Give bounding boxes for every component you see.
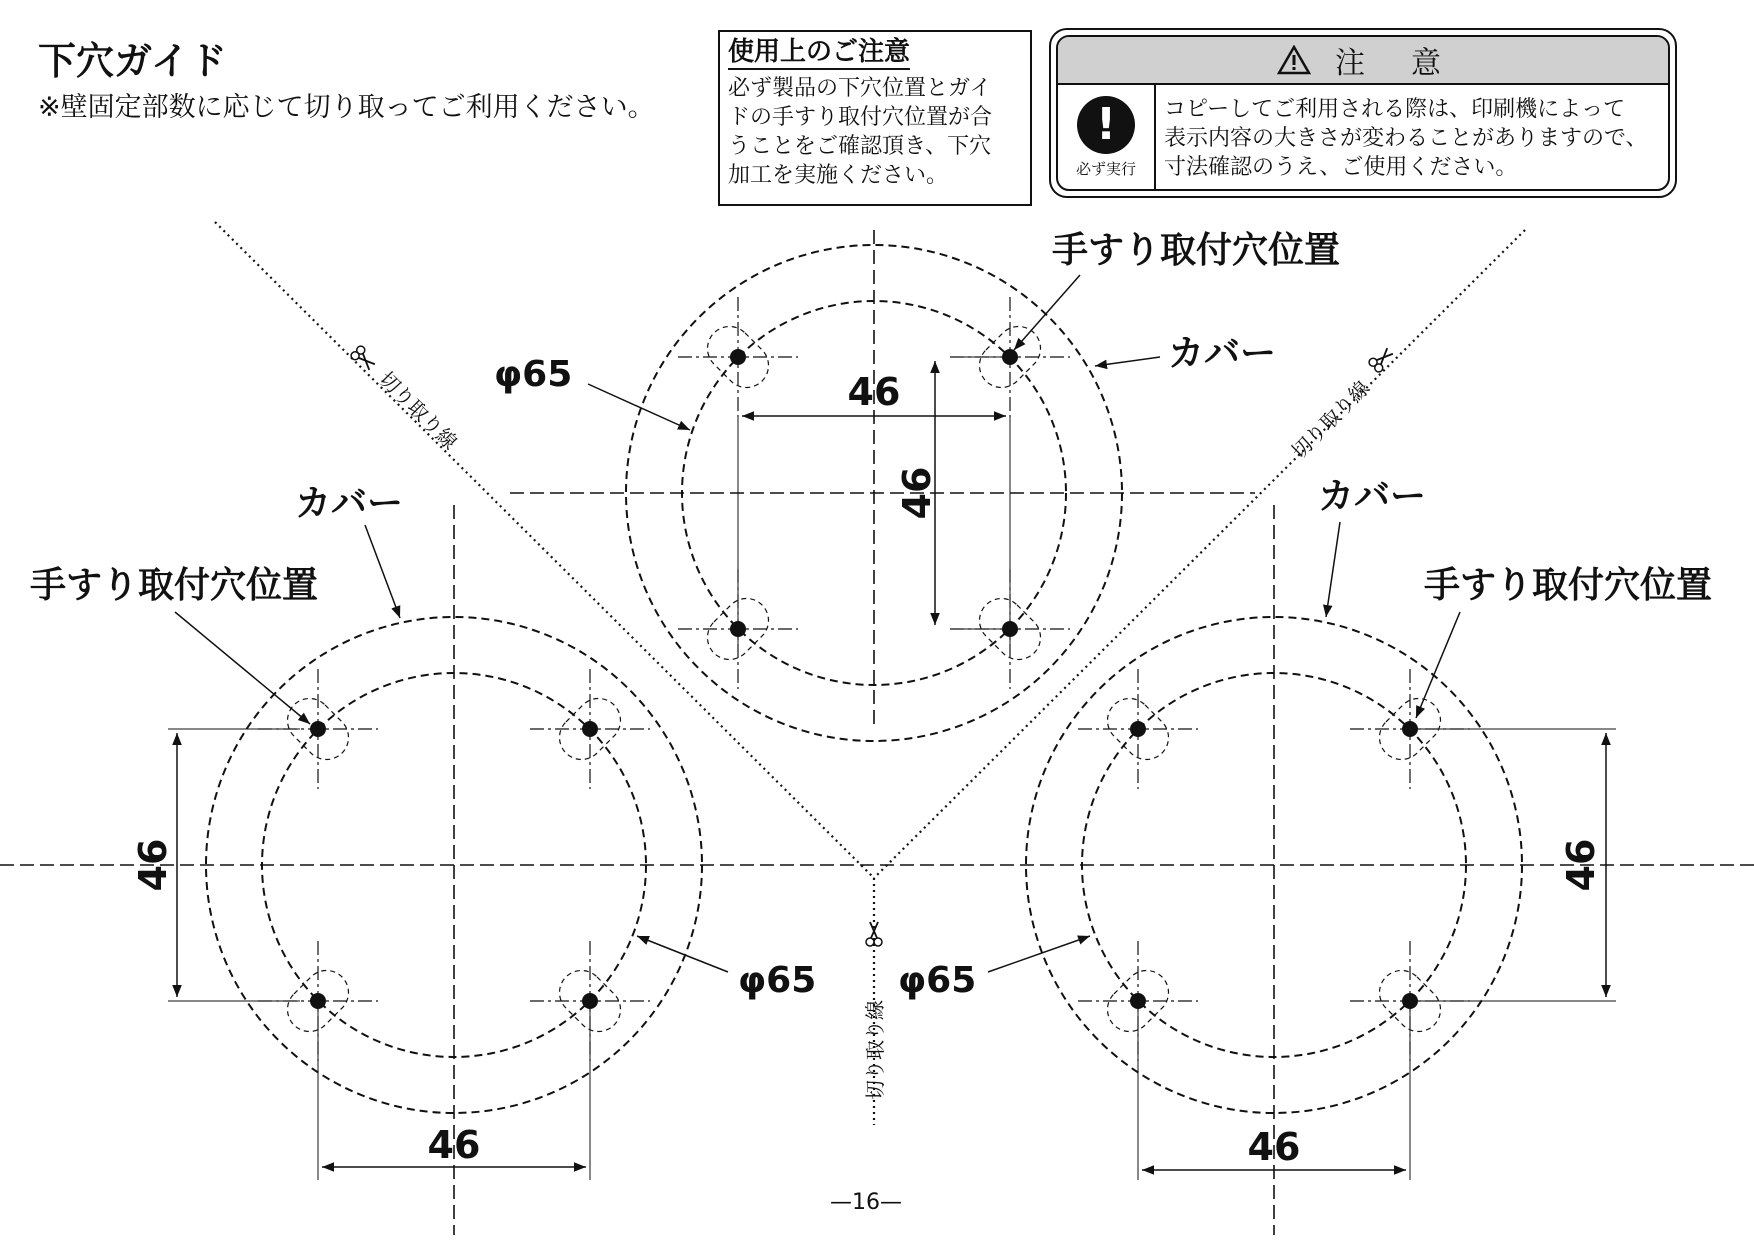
right-cover-label: カバー xyxy=(1318,476,1427,517)
caution-line: コピーしてご利用される際は、印刷機によって xyxy=(1164,97,1626,122)
left-unit-hole-1 xyxy=(310,721,326,737)
right-unit-hole-2 xyxy=(1402,721,1418,737)
left-hole-position-label: 手すり取付穴位置 xyxy=(30,565,319,606)
right-phi65-leader xyxy=(988,936,1090,972)
caution-title: 注 意 xyxy=(1335,46,1449,81)
top-phi65-label: φ65 xyxy=(494,354,573,395)
right-cover-leader xyxy=(1326,522,1340,617)
right-dim-horizontal-label: 46 xyxy=(1247,1125,1301,1169)
right-phi65-label: φ65 xyxy=(898,960,977,1001)
top-phi65-leader xyxy=(588,384,690,430)
top-hole-leader xyxy=(1014,275,1080,350)
usage-note-line: 必ず製品の下穴位置とガイ xyxy=(728,76,992,101)
right-unit-hole-1 xyxy=(1130,721,1146,737)
page-title: 下穴ガイド xyxy=(38,39,227,83)
top-cover-leader xyxy=(1095,357,1160,366)
left-unit-hole-2 xyxy=(582,721,598,737)
top-unit-hole-1 xyxy=(730,349,746,365)
left-phi65-leader xyxy=(637,936,728,972)
cut-line-label: 切り取り線 xyxy=(863,1000,887,1100)
left-cover-label: カバー xyxy=(295,483,404,524)
left-hole-leader xyxy=(175,612,310,724)
right-dim-vertical-label: 46 xyxy=(1559,838,1603,892)
caution-line: 寸法確認のうえ、ご使用ください。 xyxy=(1164,155,1518,180)
left-dim-horizontal-label: 46 xyxy=(427,1123,481,1167)
top-dim-horizontal-label: 46 xyxy=(847,370,901,414)
scissors-icon xyxy=(1367,345,1395,373)
must-do-label: 必ず実行 xyxy=(1075,159,1136,178)
top-hole-position-label: 手すり取付穴位置 xyxy=(1052,230,1341,271)
usage-note-line: 加工を実施ください。 xyxy=(728,163,949,188)
exclamation-icon: ! xyxy=(1077,96,1135,154)
left-phi65-label: φ65 xyxy=(738,960,817,1001)
usage-note-line: うことをご確認頂き、下穴 xyxy=(728,134,992,159)
usage-note-title: 使用上のご注意 xyxy=(728,36,910,70)
left-cover-leader xyxy=(365,525,400,618)
cut-line-label: 切り取り線 xyxy=(374,366,463,455)
usage-note-line: ドの手すり取付穴位置が合 xyxy=(728,105,993,130)
right-hole-leader xyxy=(1416,612,1460,718)
right-hole-position-label: 手すり取付穴位置 xyxy=(1424,565,1713,606)
page-number: —16— xyxy=(830,1190,902,1215)
scissors-icon xyxy=(349,344,377,372)
page-subtitle: ※壁固定部数に応じて切り取ってご利用ください。 xyxy=(38,92,655,123)
cut-line-label: 切り取り線 xyxy=(1286,375,1375,464)
cut-line-left xyxy=(215,222,874,878)
caution-line: 表示内容の大きさが変わることがありますので、 xyxy=(1164,126,1648,151)
top-cover-label: カバー xyxy=(1168,333,1277,374)
left-dim-vertical-label: 46 xyxy=(131,838,175,892)
top-dim-vertical-label: 46 xyxy=(895,466,939,520)
